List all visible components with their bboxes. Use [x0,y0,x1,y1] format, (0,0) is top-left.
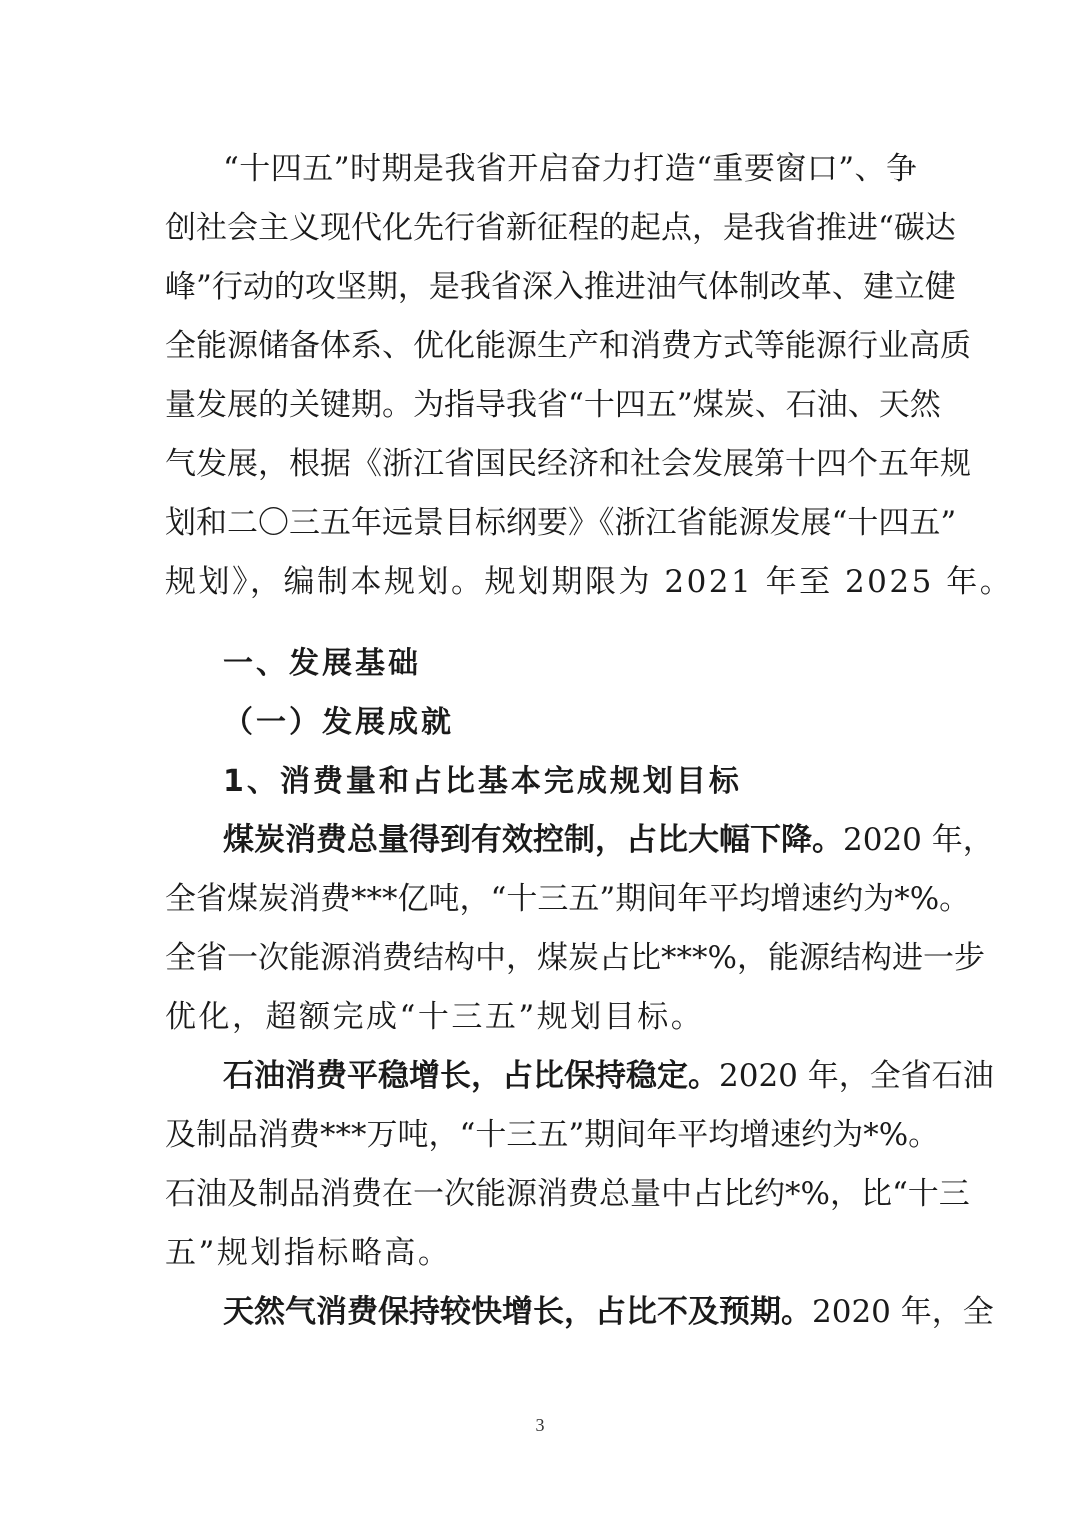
paragraph-lead: 石油消费平稳增长，占比保持稳定。 [223,1058,719,1094]
text-line: 全能源储备体系、优化能源生产和消费方式等能源行业高质 [165,328,971,364]
text-line [165,1047,994,1106]
paragraph-tail: 2020 年，全 [812,1294,994,1330]
text-line: 规划》，编制本规划。规划期限为 2021 年至 2025 年。 [165,564,1014,600]
intro-paragraph [165,140,1014,612]
section-heading-1: 一、发展基础 [223,646,421,681]
text-line: 量发展的关键期。为指导我省“十四五”煤炭、石油、天然 [165,387,941,423]
gas-paragraph [165,1283,994,1342]
page-number: 3 [535,1415,545,1435]
text-line: “十四五”时期是我省开启奋力打造“重要窗口”、争 [223,151,917,187]
paragraph-lead: 煤炭消费总量得到有效控制，占比大幅下降。 [223,822,843,858]
oil-paragraph [165,1047,994,1283]
text-line: 五”规划指标略高。 [165,1235,452,1271]
text-line: 全省一次能源消费结构中，煤炭占比***%，能源结构进一步 [165,940,985,976]
text-line: 优化，超额完成“十三五”规划目标。 [165,999,705,1035]
paragraph-tail: 2020 年， [843,822,994,858]
text-line: 创社会主义现代化先行省新征程的起点，是我省推进“碳达 [165,210,956,246]
coal-paragraph [165,811,994,1047]
text-line: 划和二〇三五年远景目标纲要》《浙江省能源发展“十四五” [165,505,957,541]
paragraph-tail: 2020 年，全省石油 [719,1058,994,1094]
section-heading-2: （一）发展成就 [223,705,454,740]
text-line [165,811,994,870]
section-heading-3: 1、消费量和占比基本完成规划目标 [223,764,742,799]
text-line: 及制品消费***万吨，“十三五”期间年平均增速约为*%。 [165,1117,940,1153]
text-line [165,1283,994,1342]
document-body [165,140,1014,1342]
text-line: 石油及制品消费在一次能源消费总量中占比约*%，比“十三 [165,1176,970,1212]
text-line: 峰”行动的攻坚期，是我省深入推进油气体制改革、建立健 [165,269,956,305]
text-line: 气发展，根据《浙江省国民经济和社会发展第十四个五年规 [165,446,971,482]
paragraph-lead: 天然气消费保持较快增长，占比不及预期。 [223,1294,812,1330]
text-line: 全省煤炭消费***亿吨，“十三五”期间年平均增速约为*%。 [165,881,971,917]
